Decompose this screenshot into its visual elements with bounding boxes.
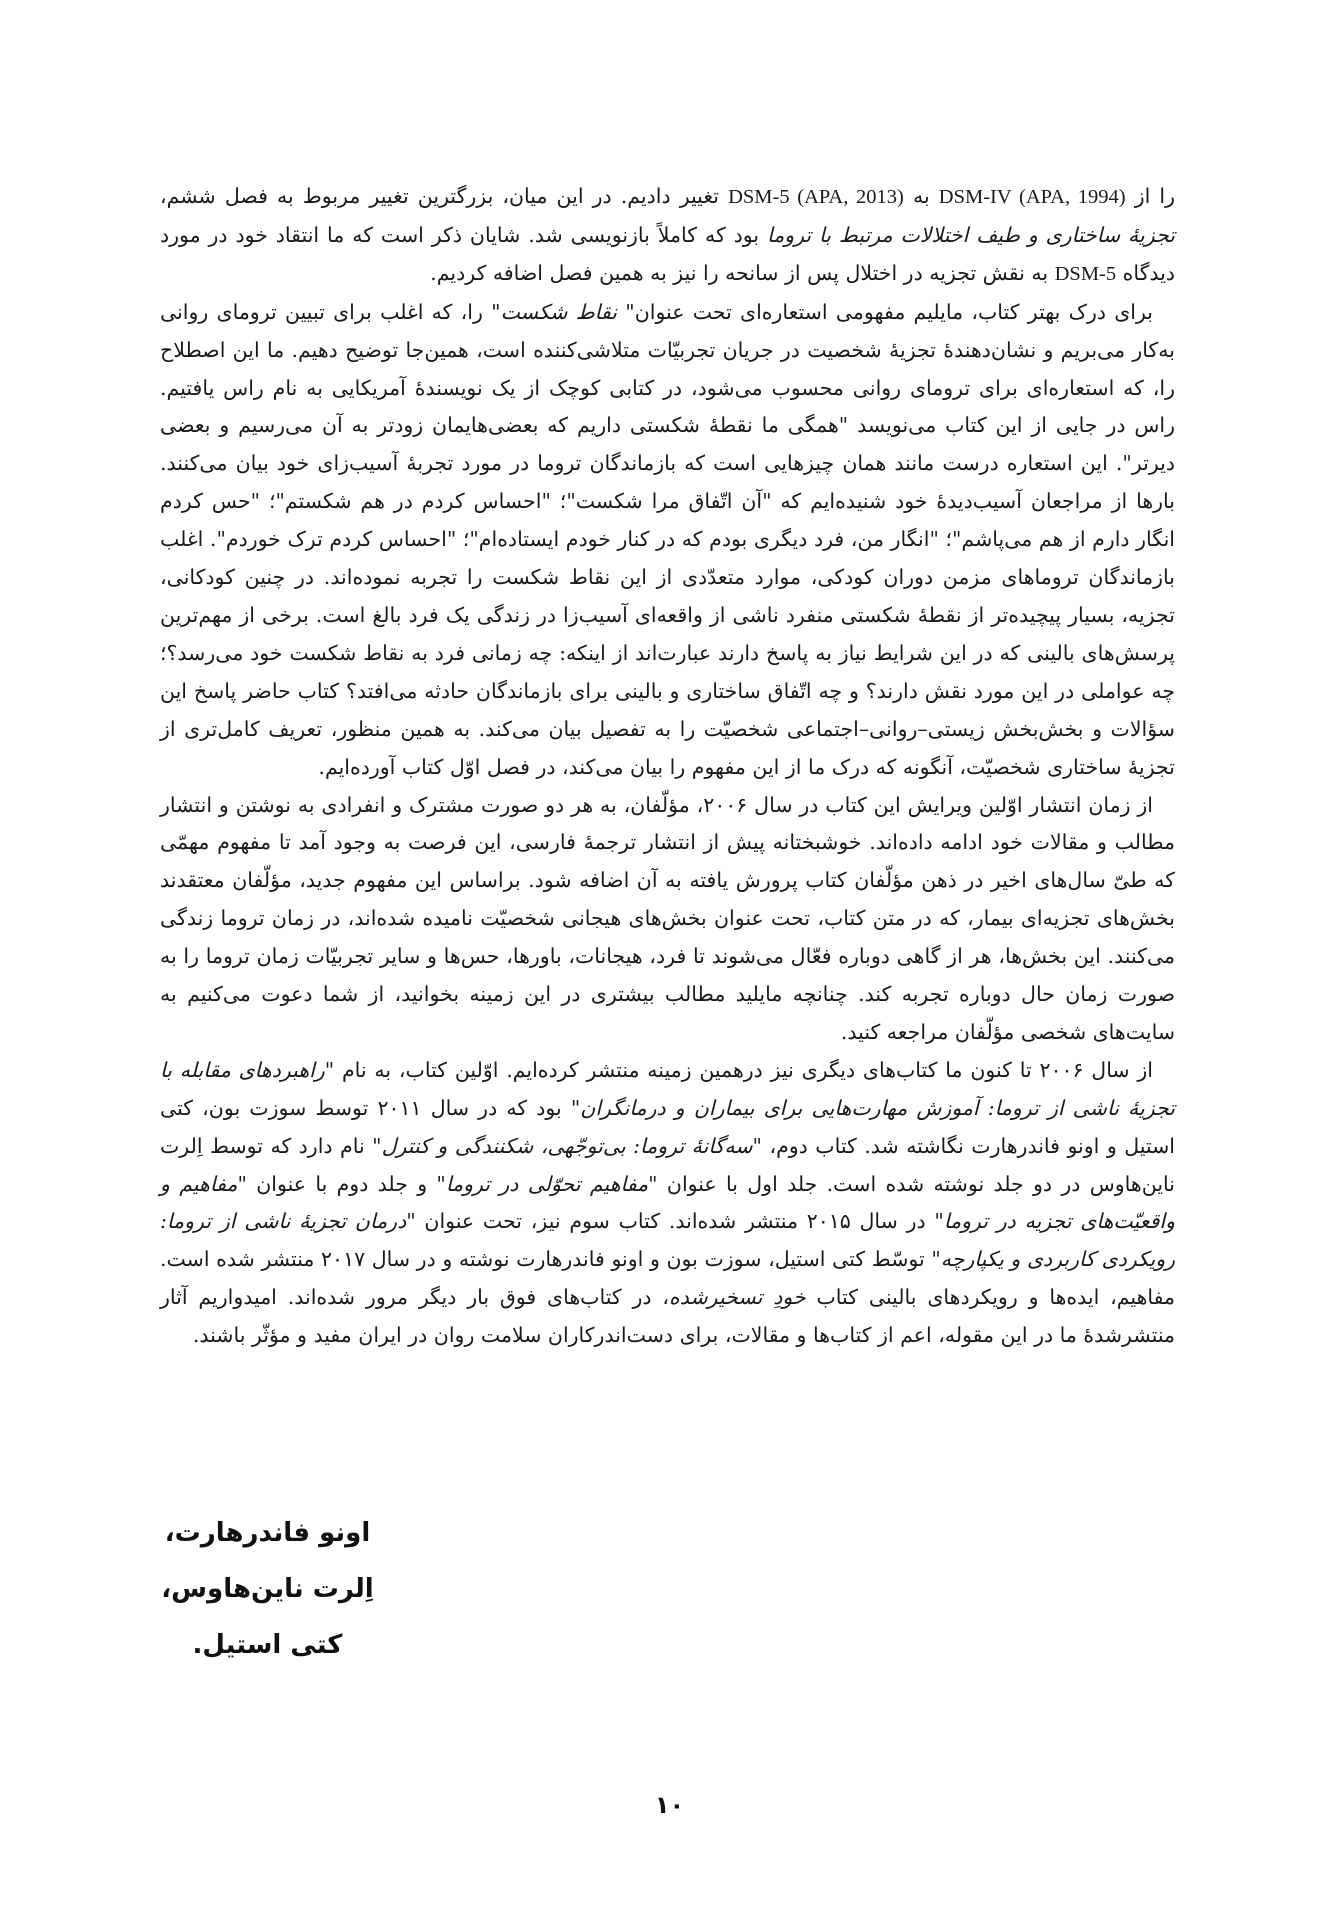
- text-run: برای درک بهتر کتاب، مایلیم مفهومی استعاره‌ای تحت عنوان": [625, 299, 1153, 324]
- text-run: " و جلد دوم با عنوان ": [237, 1171, 446, 1196]
- text-run: را از: [1125, 184, 1175, 208]
- paragraph-1: [160, 178, 1175, 294]
- author-signature: [160, 1505, 375, 1673]
- paragraph-3: از زمان انتشار اوّلین ویرایش این کتاب در سال ۲۰۰۶، مؤلّفان، به هر دو صورت مشترک و انفرادی به نوشتن و انتشار مطالب و مقالات خود ادامه داده‌اند. خوشبختانه پیش از انتشار ترجمهٔ فارسی، این فرصت به وجود آمد تا مفهوم مهمّی که طیّ سال‌های اخیر در ذهن مؤلّفان کتاب پرورش یافته به آن اضافه شود. براساس این مفهوم جدید، مؤلّفان معتقدند بخش‌های تجزیه‌ای بیمار، که در متن کتاب، تحت عنوان بخش‌های هیجانی شخصیّت نامیده شده‌اند، در زمان تروما زندگی می‌کنند. این بخش‌ها، هر از گاهی دوباره فعّال می‌شوند تا فرد، هیجانات، باورها، حس‌ها و سایر تجربیّات زمان تروما را به صورت زمان حال دوباره تجربه کند. چنانچه مایلید مطالب بیشتری در این زمینه بخوانید، از شما دعوت می‌کنیم به سایت‌های شخصی مؤلّفان مراجعه کنید.: [160, 792, 1175, 1044]
- book-title-italic: مفاهیم تحوّلی در تروما: [445, 1171, 649, 1196]
- chapter-title-italic: تجزیهٔ ساختاری و طیف اختلالات مرتبط با تروما: [766, 222, 1176, 247]
- paragraph-2: [160, 294, 1175, 787]
- book-title-italic: سه‌گانهٔ تروما: بی‌توجّهی، شکنندگی و کنترل: [381, 1133, 753, 1158]
- citation-dsm-iv: DSM-IV (APA, 1994): [938, 186, 1126, 208]
- paragraph-4: [160, 1052, 1175, 1355]
- text-run: " نام دارد که توسط اِلرت ناین‌هاوس در دو جلد نوشته شده است. جلد اول با عنوان ": [160, 1133, 1175, 1196]
- text-run: بود که کاملاً بازنویسی شد. شایان ذکر است که ما انتقاد خود در مورد دیدگاه: [160, 222, 1175, 285]
- signature-line-2: اِلرت ناین‌هاوس،: [161, 1574, 374, 1604]
- term-fault-lines-italic: نقاط شکست: [500, 299, 626, 324]
- book-title-italic: خودِ تسخیرشده: [669, 1285, 806, 1310]
- text-run: " در سال ۲۰۱۵ منتشر شده‌اند. کتاب سوم نیز، تحت عنوان ": [406, 1209, 944, 1234]
- text-run: ، در کتاب‌های فوق بار دیگر مرور شده‌اند. امیدواریم آثار منتشرشدهٔ ما در این مقوله، اعم از کتاب‌ها و مقالات، برای دست‌اندرکاران سلامت روان در ایران مفید و مؤثّر باشند.: [160, 1285, 1175, 1348]
- text-run: تغییر دادیم. در این میان، بزرگترین تغییر مربوط به فصل ششم،: [160, 184, 729, 208]
- text-run: به نقش تجزیه در اختلال پس از سانحه را نیز به همین فصل اضافه کردیم.: [430, 260, 1055, 285]
- page-number: ۱۰: [654, 1791, 685, 1819]
- body-text: [160, 178, 1175, 1355]
- text-run: از سال ۲۰۰۶ تا کنون ما کتاب‌های دیگری نیز درهمین زمینه منتشر کرده‌ایم. اوّلین کتاب، به نام ": [324, 1057, 1154, 1082]
- text-run: " را، که اغلب برای تبیین ترومای روانی به‌کار می‌بریم و نشان‌دهندهٔ تجزیهٔ شخصیت در جریان تجربیّات متلاشی‌کننده است، همین‌جا توضیح دهیم. ما این اصطلاح را، که استعاره‌ای برای ترومای روانی محسوب می‌شود، در کتابی کوچک از یک نویسندهٔ آمریکایی به نام راس یافتیم. راس در جایی از این کتاب می‌نویسد "همگی ما نقطهٔ شکستی داریم که بعضی‌هایمان زودتر به آن می‌رسیم و بعضی دیرتر". این استعاره درست مانند همان چیزهایی است که بازماندگان تروما در مورد تجربهٔ آسیب‌زای خود بیان می‌کنند. بارها از مراجعان آسیب‌دیدهٔ خود شنیده‌ایم که "آن اتّفاق مرا شکست"؛ "احساس کردم در هم شکستم"؛ "حس کردم انگار دارم از هم می‌پاشم"؛ "انگار من، فرد دیگری بودم که در کنار خودم ایستاده‌ام"؛ "احساس کردم ترک خوردم". اغلب بازماندگان تروماهای مزمن دوران کودکی، موارد متعدّدی از این نقاط شکست را تجربه نموده‌اند. در چنین کودکانی، تجزیه، بسیار پیچیده‌تر از نقطهٔ شکستی منفرد ناشی از واقعه‌ای آسیب‌زا در زندگی یک فرد بالغ است. برخی از مهم‌ترین پرسش‌های بالینی که در این شرایط نیاز به پاسخ دارند عبارت‌اند از اینکه: چه زمانی فرد به نقاط شکست خود می‌رسد؟؛ چه عواملی در این مورد نقش دارند؟ و چه اتّفاق ساختاری و بالینی برای بازماندگان حادثه می‌افتد؟ کتاب حاضر پاسخ این سؤالات و بخش‌بخش زیستی–روانی–اجتماعی شخصیّت را به تفصیل بیان می‌کند. به همین منظور، تعریف کامل‌تری از تجزیهٔ ساختاری شخصیّت، آنگونه که درک ما از این مفهوم را بیان می‌کند، در فصل اوّل کتاب آورده‌ایم.: [160, 299, 1175, 779]
- signature-line-3: کتی استیل.: [192, 1630, 343, 1660]
- text-run: " توسّط کتی استیل، سوزت بون و اونو فاندرهارت نوشته و در سال ۲۰۱۷ منتشر شده است. مفاهیم، ایده‌ها و رویکردهای بالینی کتاب: [160, 1247, 1176, 1310]
- dsm-5-term: DSM-5: [1054, 262, 1117, 285]
- signature-line-1: اونو فاندرهارت،: [164, 1518, 371, 1548]
- book-title-italic: درمان تجزیهٔ ناشی از تروما: رویکردی کاربردی و یکپارچه: [160, 1209, 1175, 1272]
- book-title-italic: راهبردهای مقابله با تجزیهٔ ناشی از تروما: آموزش مهارت‌هایی برای بیماران و درمانگران: [160, 1057, 1175, 1120]
- text-run: " بود که در سال ۲۰۱۱ توسط سوزت بون، کتی استیل و اونو فاندرهارت نگاشته شد. کتاب دوم، ": [160, 1095, 1175, 1158]
- citation-dsm-5: DSM-5 (APA, 2013): [728, 186, 904, 208]
- text-run: به: [903, 184, 939, 208]
- book-title-italic: مفاهیم و واقعیّت‌های تجزیه در تروما: [160, 1171, 1175, 1234]
